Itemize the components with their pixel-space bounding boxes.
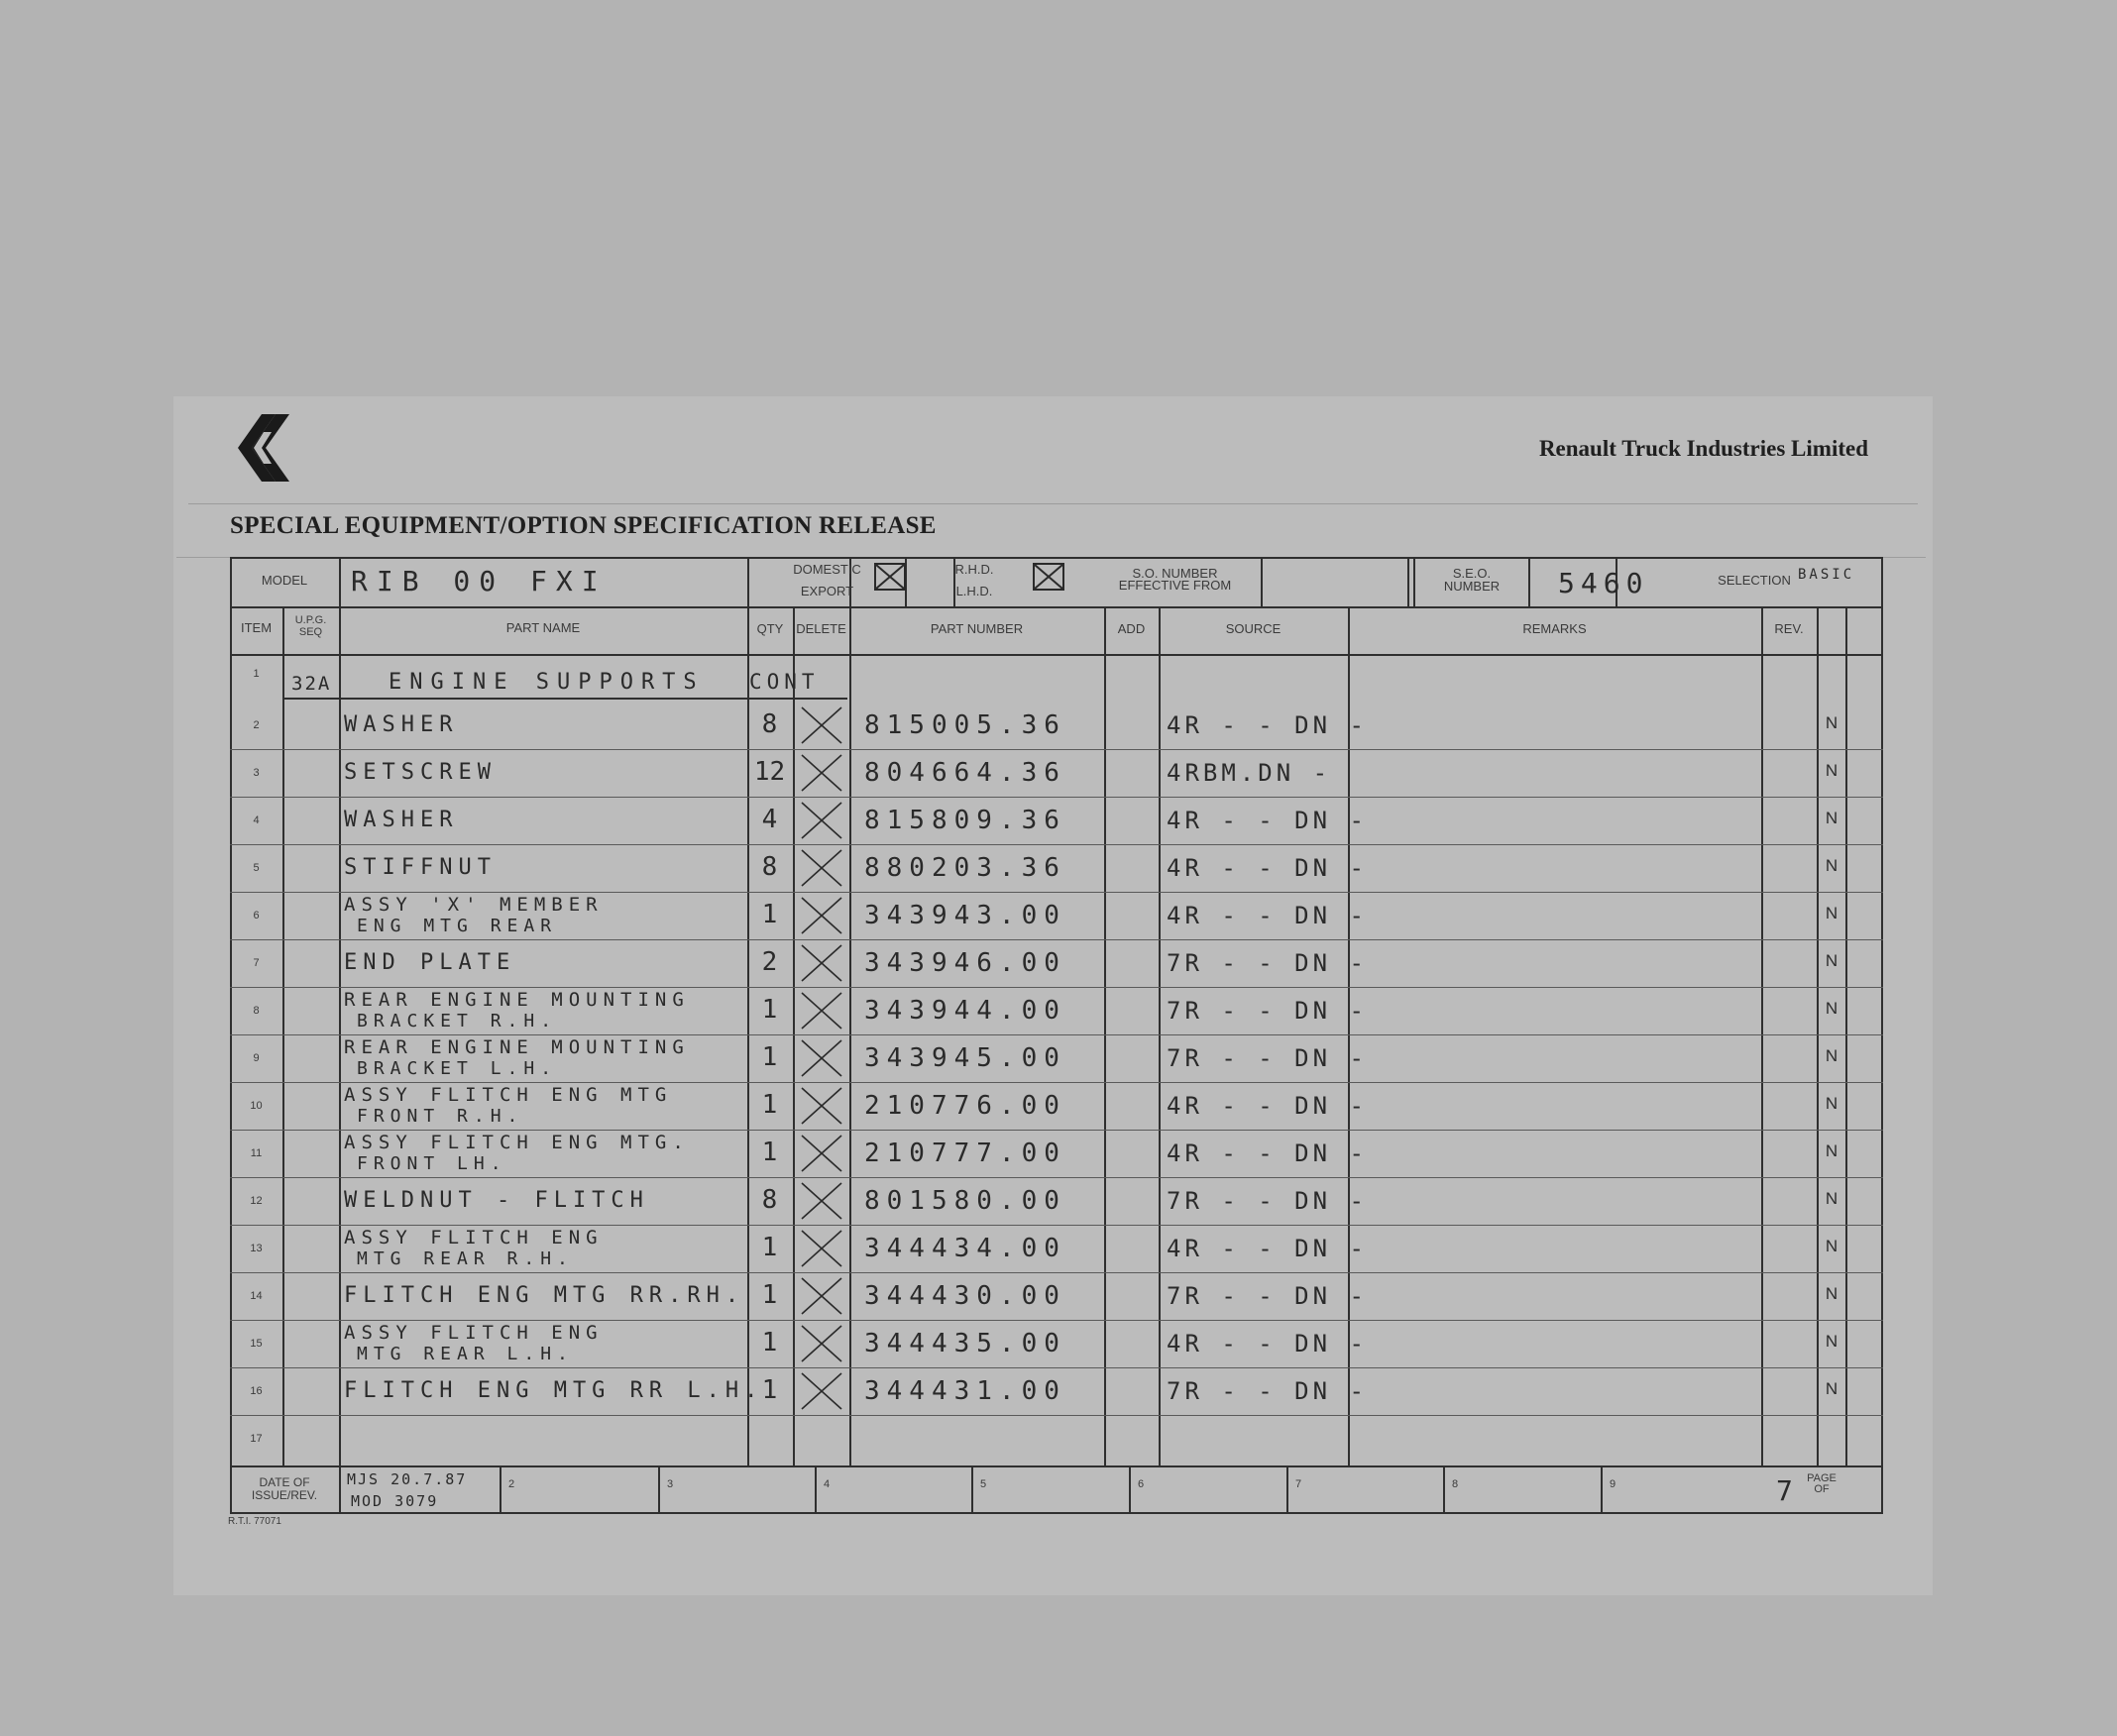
table-row [230,1272,1883,1320]
col-qty: QTY [756,621,784,636]
domestic-checkbox[interactable] [874,563,906,591]
item-number: 13 [250,1243,263,1254]
col-source: SOURCE [1225,621,1281,636]
revision-flag: N [1825,1284,1838,1303]
delete-cross-icon [798,941,845,985]
revision-flag: N [1825,1046,1838,1065]
item-number: 11 [250,1147,263,1159]
source: 4RBM.DN - [1167,759,1332,787]
column-line [658,1465,660,1513]
selection-value: BASIC [1798,567,1855,583]
of-label: OF [1814,1483,1830,1495]
part-name: ASSY FLITCH ENG [344,1227,604,1248]
revision-flag: N [1825,1379,1838,1398]
company-name: Renault Truck Industries Limited [1538,436,1868,461]
delete-cross-icon [798,1036,845,1080]
table-row [230,987,1883,1034]
part-name: STIFFNUT [344,855,497,880]
source: 7R - - DN - [1167,1377,1368,1405]
part-name-line-2: ENG MTG REAR [357,916,558,936]
col-part-name: PART NAME [505,620,581,635]
table-row [230,749,1883,797]
part-name: REAR ENGINE MOUNTING [344,1036,690,1058]
item-number: 1 [253,668,260,680]
part-name: ASSY FLITCH ENG [344,1322,604,1344]
part-name: SETSCREW [344,760,497,785]
table-row [230,1367,1883,1415]
source: 7R - - DN - [1167,1187,1368,1215]
so-number-label: S.O. NUMBER [1132,566,1218,581]
column-header-divider [230,654,1883,656]
source: 4R - - DN - [1167,1235,1368,1262]
part-name: FLITCH ENG MTG RR L.H. [344,1378,764,1403]
part-name: ASSY FLITCH ENG MTG [344,1084,673,1106]
part-number: 210776.00 [864,1091,1066,1121]
col-rev: REV. [1774,621,1804,636]
issue-slot-number: 4 [824,1478,831,1490]
col-delete: DELETE [796,621,846,636]
issue-slot-number: 2 [508,1478,515,1490]
table-row [230,1130,1883,1177]
table-row [230,1034,1883,1082]
revision-flag: N [1825,999,1838,1018]
part-number: 343943.00 [864,901,1066,930]
item-number: 5 [253,862,260,874]
issue-slot-number: 8 [1452,1478,1459,1490]
seo-number-value: 5460 [1558,567,1649,599]
quantity: 8 [761,852,778,882]
issue-slot-number: 9 [1610,1478,1616,1490]
table-row [230,797,1883,844]
item-number: 12 [250,1195,263,1207]
source: 7R - - DN - [1167,1044,1368,1072]
quantity: 2 [761,947,778,977]
table-row [230,1415,1883,1463]
issue-entry-2: MOD 3079 [351,1492,439,1510]
engine-supports-underline [282,698,847,700]
source: 4R - - DN - [1167,711,1368,739]
part-name-line-2: BRACKET L.H. [357,1058,558,1079]
delete-cross-icon [798,704,845,747]
quantity: 1 [761,1233,778,1262]
renault-logo [236,412,291,484]
date-of-label: DATE OF [259,1475,310,1489]
part-name: REAR ENGINE MOUNTING [344,989,690,1011]
divider [188,503,1918,504]
delete-cross-icon [798,1369,845,1413]
column-line [815,1465,817,1513]
source: 4R - - DN - [1167,1330,1368,1357]
issue-slot-number: 7 [1295,1478,1302,1490]
table-row [230,1177,1883,1225]
part-name: ASSY 'X' MEMBER [344,894,604,916]
part-number: 815005.36 [864,710,1066,740]
delete-cross-icon [798,894,845,937]
revision-flag: N [1825,904,1838,922]
delete-cross-icon [798,799,845,842]
number-label: NUMBER [1443,579,1501,594]
column-line [1286,1465,1288,1513]
table-row [230,939,1883,987]
column-line [1443,1465,1445,1513]
effective-from-label: EFFECTIVE FROM [1118,578,1232,593]
issue-entry-1: MJS 20.7.87 [347,1470,468,1488]
item-number: 14 [250,1290,263,1302]
quantity: 8 [761,709,778,739]
quantity: 1 [761,1042,778,1072]
part-name: WASHER [344,808,459,832]
item-number: 7 [253,957,260,969]
column-line [971,1465,973,1513]
table-row [230,702,1883,749]
revision-flag: N [1825,856,1838,875]
rhd-checkbox[interactable] [1033,563,1064,591]
form-border [230,1512,1883,1514]
revision-flag: N [1825,951,1838,970]
quantity: 8 [761,1185,778,1215]
part-number: 344435.00 [864,1329,1066,1358]
part-name-line-2: MTG REAR R.H. [357,1248,574,1269]
cont-note: CONT [749,670,820,694]
issue-slot-number: 3 [667,1478,674,1490]
source: 7R - - DN - [1167,1282,1368,1310]
part-name-line-2: FRONT R.H. [357,1106,524,1127]
part-name-line-2: MTG REAR L.H. [357,1344,574,1364]
part-number: 343946.00 [864,948,1066,978]
item-number: 17 [250,1433,263,1445]
quantity: 1 [761,995,778,1025]
revision-flag: N [1825,809,1838,827]
part-name: ASSY FLITCH ENG MTG. [344,1132,690,1153]
part-number: 210777.00 [864,1139,1066,1168]
quantity: 1 [761,1090,778,1120]
col-upg: U.P.G. [294,614,327,626]
issue-rev-label: ISSUE/REV. [251,1488,318,1502]
part-number: 801580.00 [864,1186,1066,1216]
col-add: ADD [1117,621,1146,636]
source: 4R - - DN - [1167,1092,1368,1120]
quantity: 1 [761,1138,778,1167]
table-row [230,1082,1883,1130]
delete-cross-icon [798,1274,845,1318]
item-number: 16 [250,1385,263,1397]
page-number: 7 [1776,1474,1793,1507]
specification-form [230,557,1883,1514]
quantity: 1 [761,900,778,929]
column-line [500,1465,501,1513]
quantity: 1 [761,1280,778,1310]
upg-seq-value: 32A [291,673,332,695]
delete-cross-icon [798,1084,845,1128]
item-number: 15 [250,1338,263,1350]
part-number: 815809.36 [864,806,1066,835]
revision-flag: N [1825,1141,1838,1160]
col-part-number: PART NUMBER [930,621,1024,636]
source: 4R - - DN - [1167,1139,1368,1167]
delete-cross-icon [798,751,845,795]
delete-cross-icon [798,1179,845,1223]
column-line [1407,557,1409,606]
delete-cross-icon [798,989,845,1032]
revision-flag: N [1825,1189,1838,1208]
source: 7R - - DN - [1167,997,1368,1025]
quantity: 1 [761,1375,778,1405]
source: 4R - - DN - [1167,807,1368,834]
col-remarks: REMARKS [1522,621,1587,636]
part-name: WELDNUT - FLITCH [344,1188,649,1213]
quantity: 1 [761,1328,778,1357]
page-label: PAGE [1807,1472,1837,1484]
quantity: 4 [761,805,778,834]
footer-divider [230,1465,1883,1467]
form-code: R.T.I. 77071 [228,1516,281,1527]
item-number: 2 [253,719,260,731]
part-name-line-2: BRACKET R.H. [357,1011,558,1031]
column-line [1601,1465,1603,1513]
part-number: 343945.00 [864,1043,1066,1073]
item-number: 9 [253,1052,260,1064]
source: 7R - - DN - [1167,949,1368,977]
source: 4R - - DN - [1167,854,1368,882]
column-line [1129,1465,1131,1513]
revision-flag: N [1825,1237,1838,1255]
table-row [230,1320,1883,1367]
document-title: SPECIAL EQUIPMENT/OPTION SPECIFICATION RELEASE [230,512,937,539]
issue-slot-number: 5 [980,1478,987,1490]
part-name: WASHER [344,712,459,737]
seo-label: S.E.O. [1452,566,1492,581]
part-number: 344431.00 [864,1376,1066,1406]
lhd-label: L.H.D. [955,584,993,598]
item-number: 10 [250,1100,263,1112]
part-name-line-2: FRONT LH. [357,1153,507,1174]
model-value: RIB 00 FXI [351,565,608,597]
revision-flag: N [1825,1332,1838,1351]
revision-flag: N [1825,713,1838,732]
part-number: 344434.00 [864,1234,1066,1263]
issue-slot-number: 6 [1138,1478,1145,1490]
header-divider [230,606,1883,608]
item-number: 6 [253,910,260,922]
delete-cross-icon [798,1322,845,1365]
part-number: 804664.36 [864,758,1066,788]
revision-flag: N [1825,761,1838,780]
selection-label: SELECTION [1718,573,1791,588]
table-row [230,844,1883,892]
item-number: 8 [253,1005,260,1017]
item-number: 4 [253,814,260,826]
table-row [230,892,1883,939]
item-number: 3 [253,767,260,779]
quantity: 12 [753,757,786,787]
part-number: 343944.00 [864,996,1066,1026]
delete-cross-icon [798,846,845,890]
form-border [230,557,1883,559]
part-name: END PLATE [344,950,516,975]
col-item: ITEM [240,620,273,635]
delete-cross-icon [798,1227,845,1270]
rhd-label: R.H.D. [954,562,994,577]
table-row [230,1225,1883,1272]
part-number: 344430.00 [864,1281,1066,1311]
section-title: ENGINE SUPPORTS [389,670,705,695]
revision-flag: N [1825,1094,1838,1113]
part-name: FLITCH ENG MTG RR.RH. [344,1283,745,1308]
domestic-label: DOMESTIC [793,562,861,577]
delete-cross-icon [798,1132,845,1175]
model-label: MODEL [261,573,308,588]
export-label: EXPORT [800,584,854,598]
part-number: 880203.36 [864,853,1066,883]
source: 4R - - DN - [1167,902,1368,929]
col-seq: SEQ [298,626,323,638]
